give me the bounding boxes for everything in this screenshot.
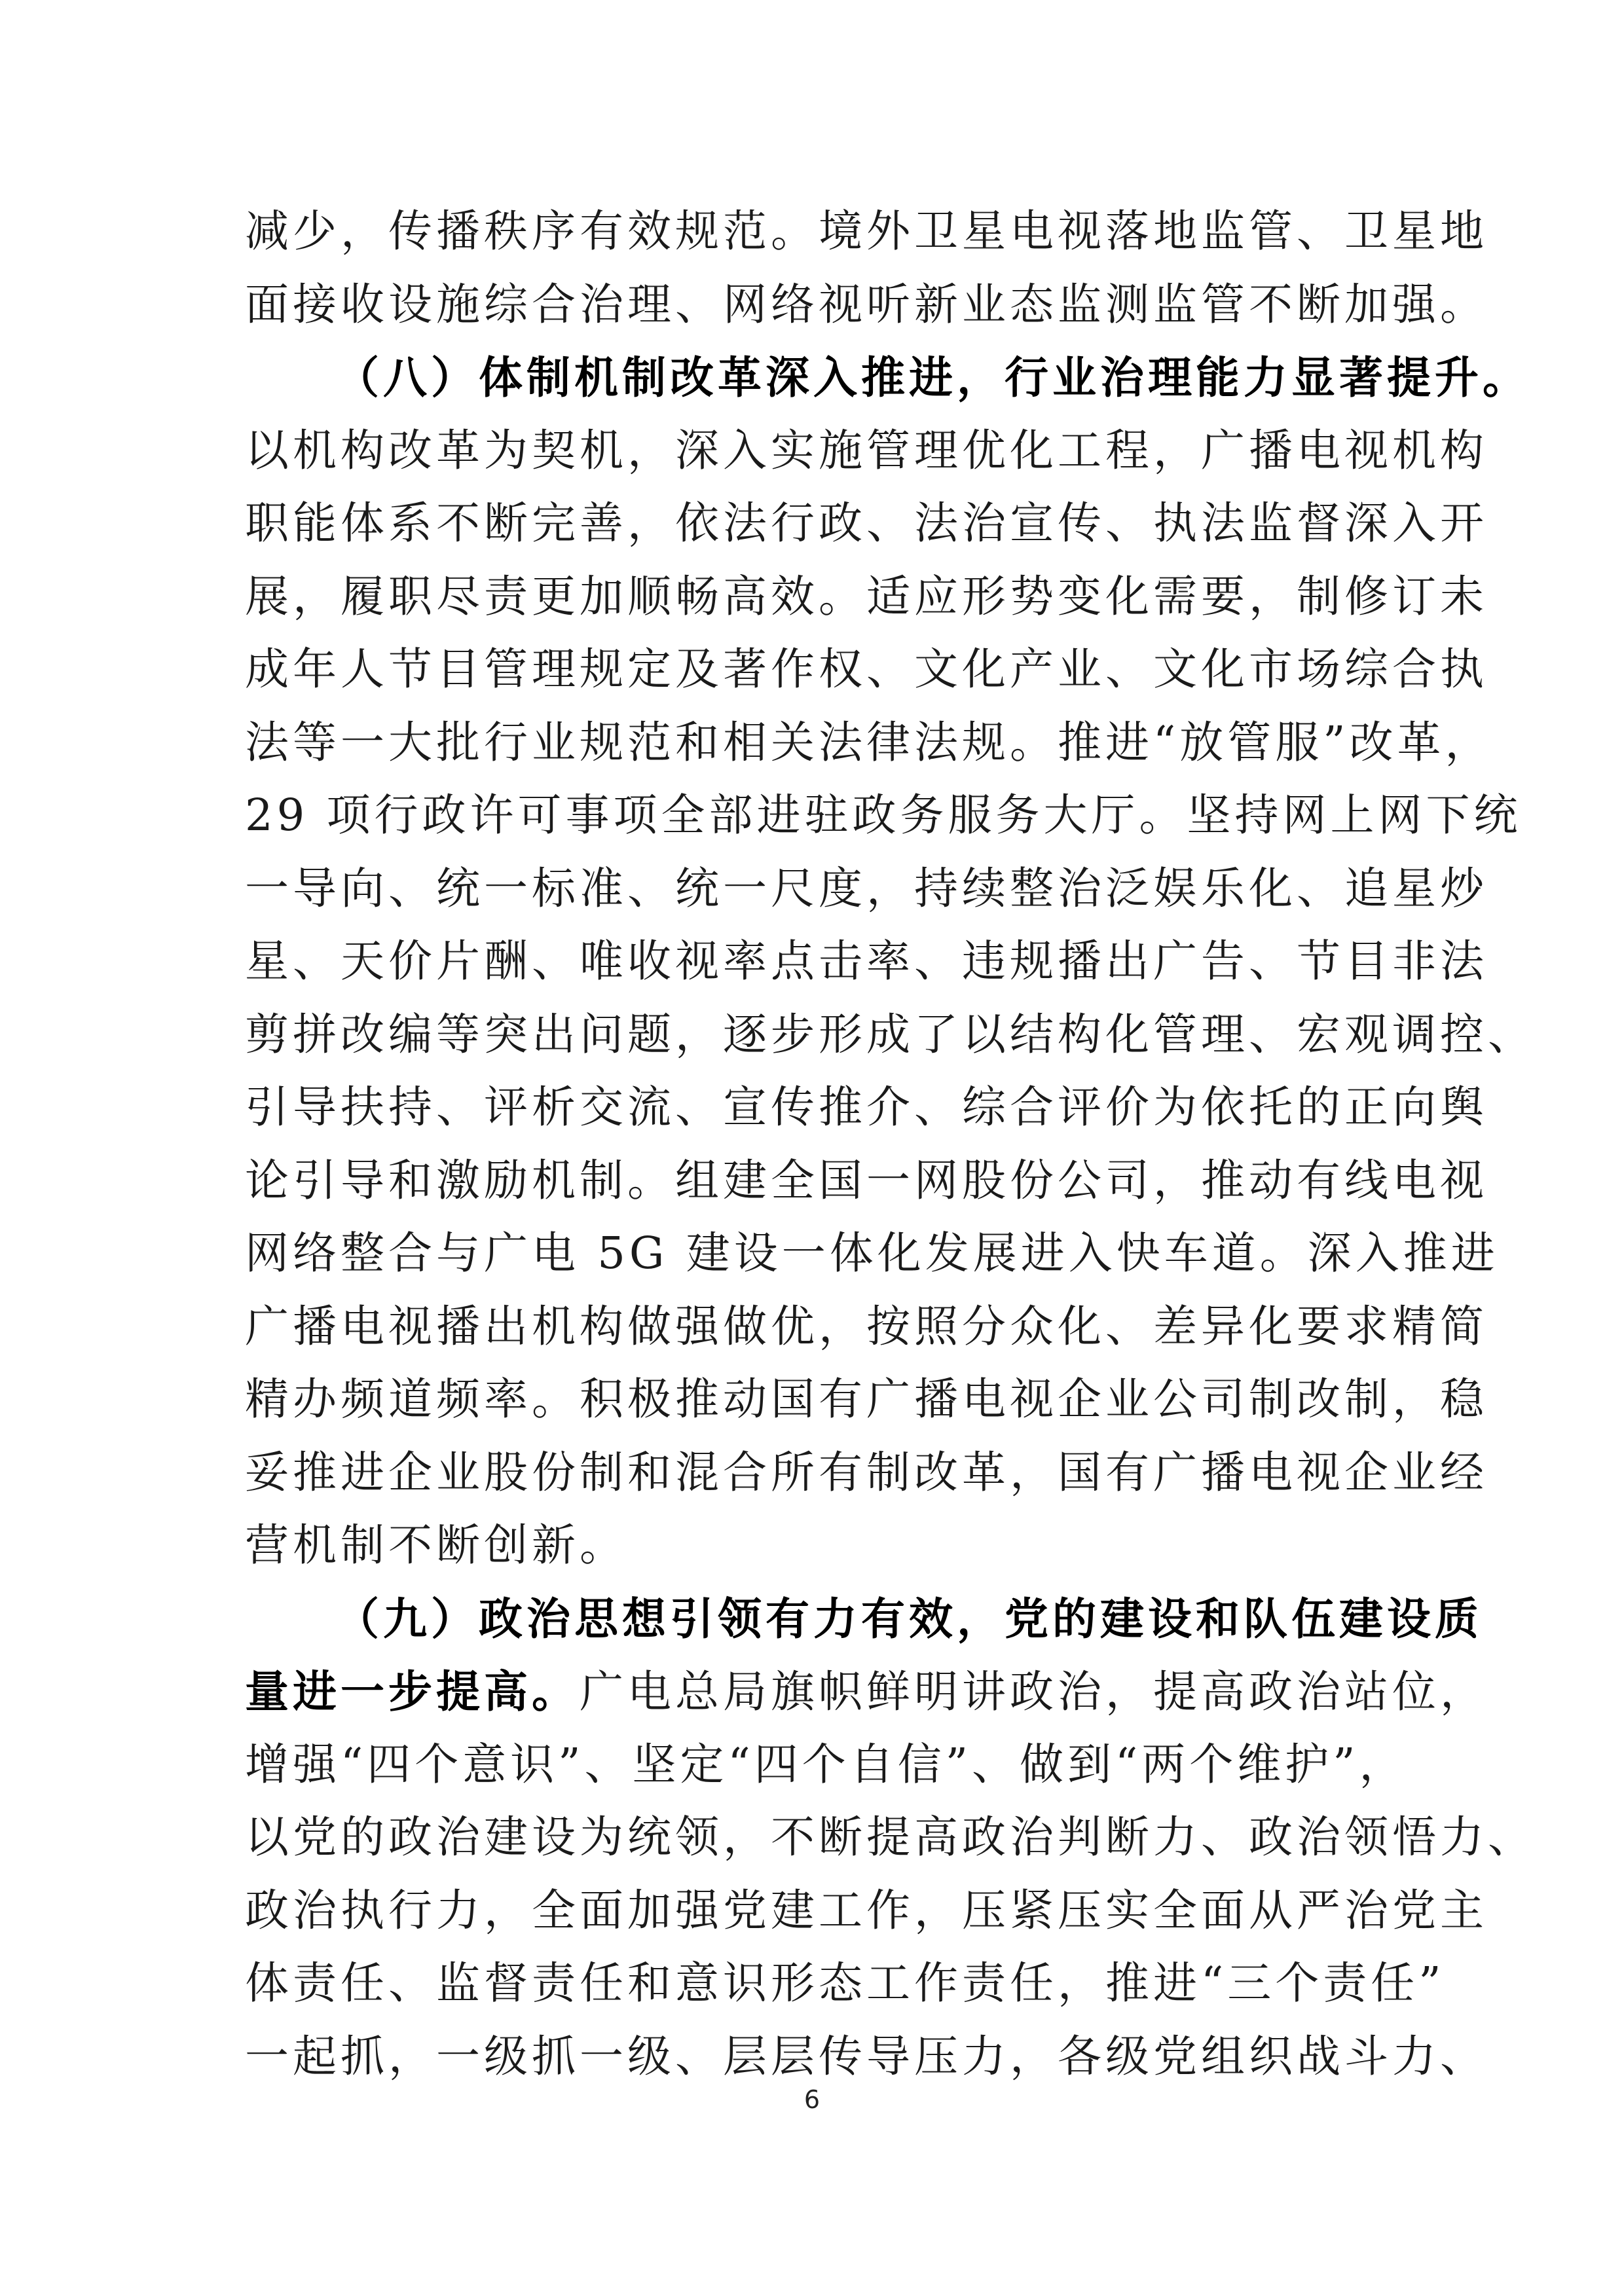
text-line: 引导扶持、评析交流、宣传推介、综合评价为依托的正向舆 [245, 1082, 1488, 1133]
text-line: 论引导和激励机制。组建全国一网股份公司，推动有线电视 [245, 1154, 1488, 1206]
section-heading-8: （八）体制机制改革深入推进，行业治理能力显著提升。 [335, 352, 1530, 403]
text-line: 减少，传播秩序有效规范。境外卫星电视落地监管、卫星地 [245, 206, 1488, 257]
text-span: 广电总局旗帜鲜明讲政治，提高政治站位， [580, 1666, 1488, 1717]
text-line: 精办频道频率。积极推动国有广播电视企业公司制改制，稳 [245, 1374, 1488, 1425]
text-line: 一起抓，一级抓一级、层层传导压力，各级党组织战斗力、 [245, 2030, 1488, 2082]
text-line: 成年人节目管理规定及著作权、文化产业、文化市场综合执 [245, 644, 1488, 695]
text-line: 面接收设施综合治理、网络视听新业态监测监管不断加强。 [245, 278, 1488, 330]
text-line: 增强“四个意识”、坚定“四个自信”、做到“两个维护”， [245, 1738, 1407, 1790]
section-heading-9: （九）政治思想引领有力有效，党的建设和队伍建设质 [335, 1592, 1483, 1645]
body-text [245, 195, 1536, 2093]
text-line: 一导向、统一标准、统一尺度，持续整治泛娱乐化、追星炒 [245, 862, 1488, 914]
text-line: 政治执行力，全面加强党建工作，压紧压实全面从严治党主 [245, 1884, 1488, 1936]
text-line: 展，履职尽责更加顺畅高效。适应形势变化需要，制修订未 [245, 570, 1488, 622]
text-line: 以机构改革为契机，深入实施管理优化工程，广播电视机构 [245, 424, 1488, 476]
text-line: 星、天价片酬、唯收视率点击率、违规播出广告、节目非法 [245, 936, 1488, 987]
text-line: 网络整合与广电 5G 建设一体化发展进入快车道。深入推进 [245, 1228, 1499, 1279]
text-line: 营机制不断创新。 [245, 1520, 627, 1571]
text-line: 以党的政治建设为统领，不断提高政治判断力、政治领悟力、 [245, 1812, 1536, 1863]
text-line: 体责任、监督责任和意识形态工作责任，推进“三个责任” [245, 1958, 1445, 2009]
text-line: 29 项行政许可事项全部进驻政务服务大厅。坚持网上网下统 [245, 790, 1522, 841]
section-heading-9-continued: 量进一步提高。 [245, 1666, 580, 1717]
text-line: 法等一大批行业规范和相关法律法规。推进“放管服”改革， [245, 716, 1493, 768]
text-line [245, 1655, 1488, 1728]
text-line: 剪拼改编等突出问题，逐步形成了以结构化管理、宏观调控、 [245, 1008, 1536, 1060]
text-line: 妥推进企业股份制和混合所有制改革，国有广播电视企业经 [245, 1446, 1488, 1498]
text-line: 职能体系不断完善，依法行政、法治宣传、执法监督深入开 [245, 498, 1488, 549]
page-number: 6 [803, 2085, 821, 2114]
text-line: 广播电视播出机构做强做优，按照分众化、差异化要求精简 [245, 1300, 1488, 1352]
